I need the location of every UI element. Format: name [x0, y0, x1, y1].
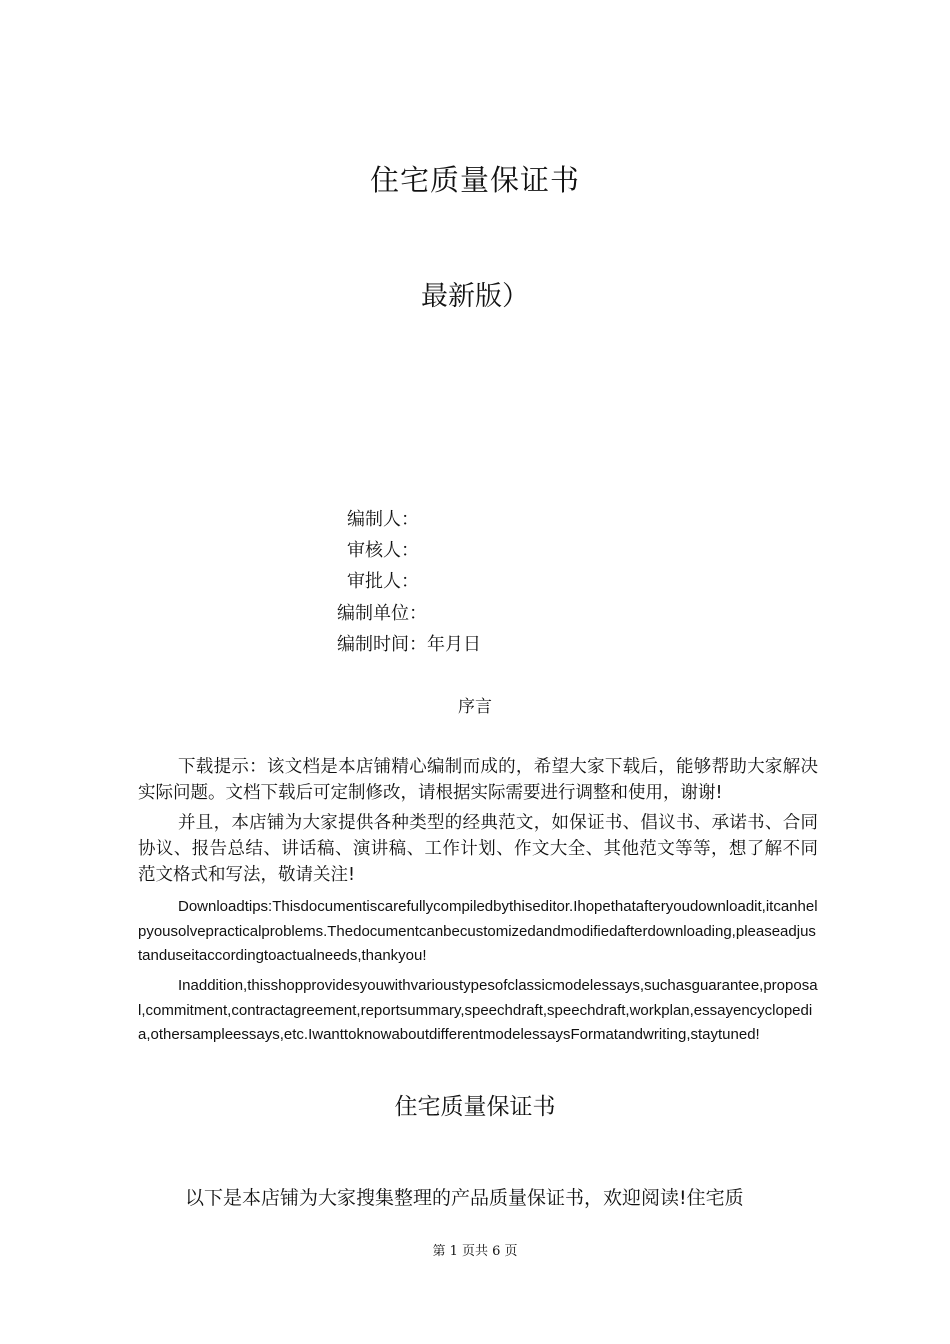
meta-reviewer: 审核人： [347, 540, 419, 561]
preface-heading: 序言 [458, 697, 492, 717]
download-tip-paragraph-en: Downloadtips:Thisdocumentiscarefullycompiledbythiseditor.Ihopethatafteryoudownloadit,itcanhelpyousolvepracticalproblems.Thedocumentcanbecustomizedandmodifiedafterdownloading,pleaseadjustanduseitaccordingtoactualneeds,thankyou! [138, 898, 818, 964]
meta-unit: 编制单位： [337, 603, 427, 624]
page-footer: 第 1 页共 6 页 [432, 1244, 518, 1259]
document-title: 住宅质量保证书 [369, 163, 580, 197]
shop-intro-paragraph-en: Inaddition,thisshopprovidesyouwithvarioustypesofclassicmodelessays,suchasguarantee,proposal,commitment,contractagreement,reportsummary,speechdraft,speechdraft,workplan,essayencyclopedia,othersampleessays,etc.IwanttoknowaboutdifferentmodelessaysFormatandwriting,staytuned! [138, 977, 818, 1043]
intro-line: 以下是本店铺为大家搜集整理的产品质量保证书，欢迎阅读!住宅质 [185, 1187, 744, 1209]
download-tip-paragraph-cn: 下载提示：该文档是本店铺精心编制而成的，希望大家下载后，能够帮助大家解决实际问题。文档下载后可定制修改，请根据实际需要进行调整和使用，谢谢! [138, 757, 818, 803]
meta-editor: 编制人： [347, 509, 419, 530]
section-title: 住宅质量保证书 [394, 1094, 556, 1120]
meta-approver: 审批人： [347, 571, 419, 592]
document-subtitle: 最新版） [421, 281, 529, 312]
shop-intro-paragraph-cn: 并且，本店铺为大家提供各种类型的经典范文，如保证书、倡议书、承诺书、合同协议、报告总结、讲话稿、演讲稿、工作计划、作文大全、其他范文等等，想了解不同范文格式和写法，敬请关注! [138, 813, 818, 885]
meta-time: 编制时间：年月日 [337, 634, 481, 655]
